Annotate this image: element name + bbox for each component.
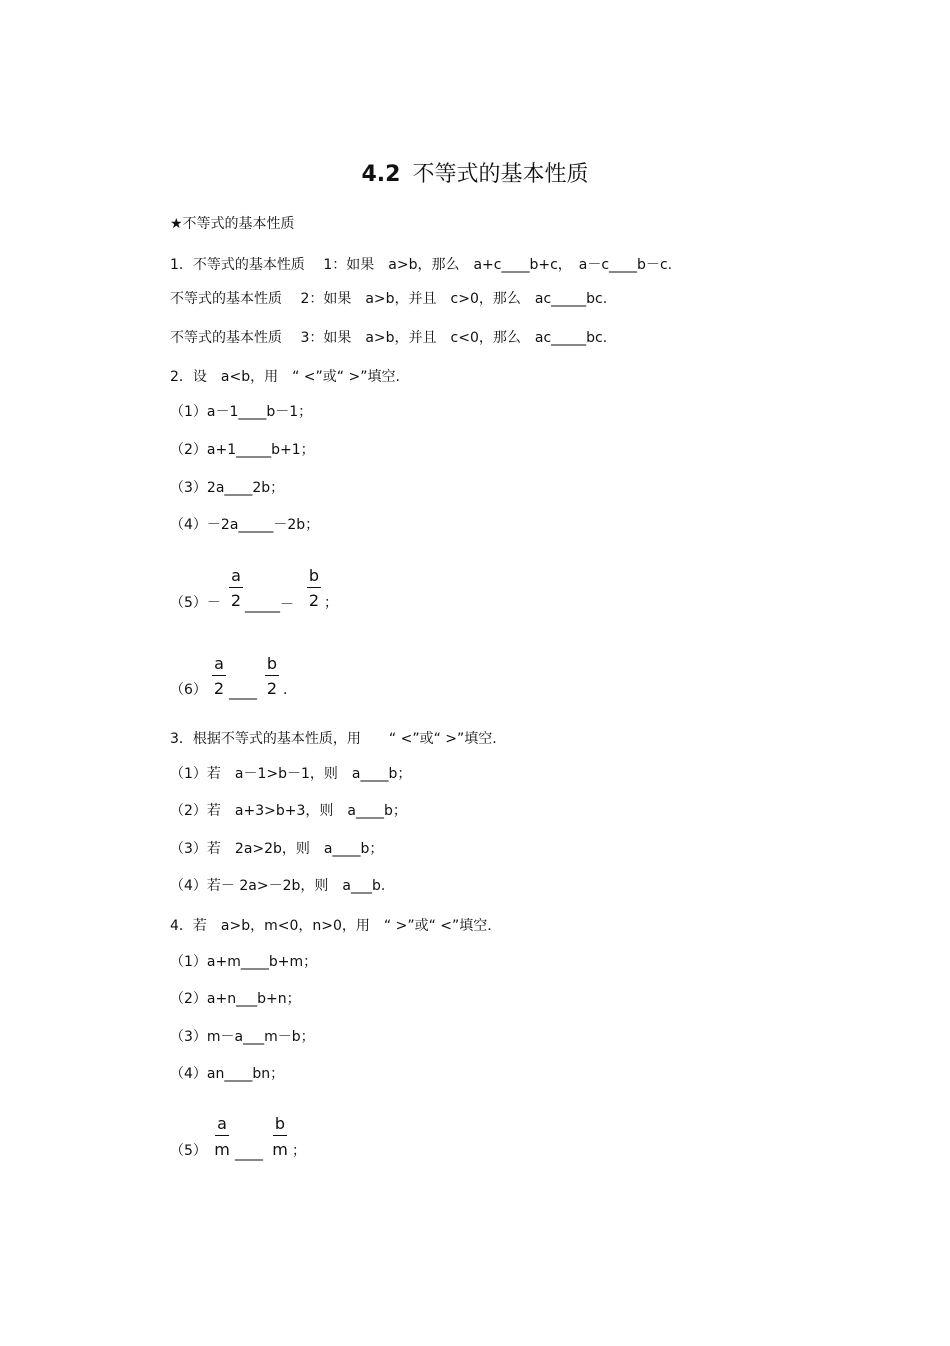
q2-item6-end: . [283, 682, 288, 698]
q1-line2: 不等式的基本性质 2：如果 a>b，并且 c>0，那么 ac_____bc. [170, 291, 608, 307]
q3-item2: （2）若 a+3>b+3，则 a____b； [170, 803, 407, 819]
q2-item5-end: ； [324, 595, 338, 611]
title-number: 4.2 [361, 162, 401, 187]
q2-item5-b-numerator: b [308, 566, 320, 585]
q2-item6-a-numerator: a [214, 654, 224, 673]
fraction-bar [265, 675, 279, 676]
q3-item4: （4）若－ 2a>－2b，则 a___b. [170, 878, 386, 894]
q2-item3: （3）2a____2b； [170, 480, 285, 496]
q4-item5-blank: ____ [235, 1145, 263, 1161]
q2-item5-label: （5）－ [170, 595, 221, 611]
q4-item5-a-numerator: a [217, 1114, 227, 1133]
q3-item1: （1）若 a－1>b－1，则 a____b； [170, 766, 412, 782]
q2-stem: 2．设 a<b，用 “ <”或“ >”填空. [170, 369, 400, 385]
q2-item2: （2）a+1_____b+1； [170, 442, 315, 458]
q2-item5-a-numerator: a [231, 566, 241, 585]
page-title [0, 160, 950, 190]
q2-item6-a-denominator: 2 [213, 679, 225, 698]
q2-item6-label: （6） [170, 682, 207, 698]
q4-item2: （2）a+n___b+n； [170, 991, 301, 1007]
q4-item3: （3）m－a___m－b； [170, 1029, 315, 1045]
q4-item5-a-denominator: m [214, 1140, 230, 1159]
q4-stem: 4．若 a>b，m<0，n>0，用 “ >”或“ <”填空. [170, 918, 492, 934]
q2-item5-blank: _____－ [245, 597, 294, 613]
q1-line3: 不等式的基本性质 3：如果 a>b，并且 c<0，那么 ac_____bc. [170, 330, 608, 346]
q2-item1: （1）a－1____b－1； [170, 404, 313, 420]
q4-item5-end: ； [292, 1143, 306, 1159]
q2-item6-b-numerator: b [266, 654, 278, 673]
fraction-bar [229, 587, 243, 588]
fraction-bar [273, 1135, 287, 1136]
fraction-bar [215, 1135, 229, 1136]
section-heading: ★不等式的基本性质 [170, 216, 295, 232]
q2-item4: （4）－2a_____－2b； [170, 517, 320, 533]
q2-item6-b-denominator: 2 [266, 679, 278, 698]
q4-item5-b-numerator: b [274, 1114, 286, 1133]
q3-item3: （3）若 2a>2b，则 a____b； [170, 841, 384, 857]
q1-line1: 1．不等式的基本性质 1：如果 a>b，那么 a+c____b+c， a－c____b－c. [170, 257, 673, 273]
q2-item5-a-denominator: 2 [230, 591, 242, 610]
q4-item4: （4）an____bn； [170, 1066, 285, 1082]
q4-item5-b-denominator: m [272, 1140, 288, 1159]
q2-item6-blank: ____ [229, 684, 257, 700]
q4-item1: （1）a+m____b+m； [170, 954, 318, 970]
q2-item5-b-denominator: 2 [308, 591, 320, 610]
fraction-bar [212, 675, 226, 676]
q3-stem: 3．根据不等式的基本性质，用 “ <”或“ >”填空. [170, 731, 497, 747]
q4-item5-label: （5） [170, 1143, 207, 1159]
title-text: 不等式的基本性质 [412, 162, 589, 187]
fraction-bar [307, 587, 321, 588]
